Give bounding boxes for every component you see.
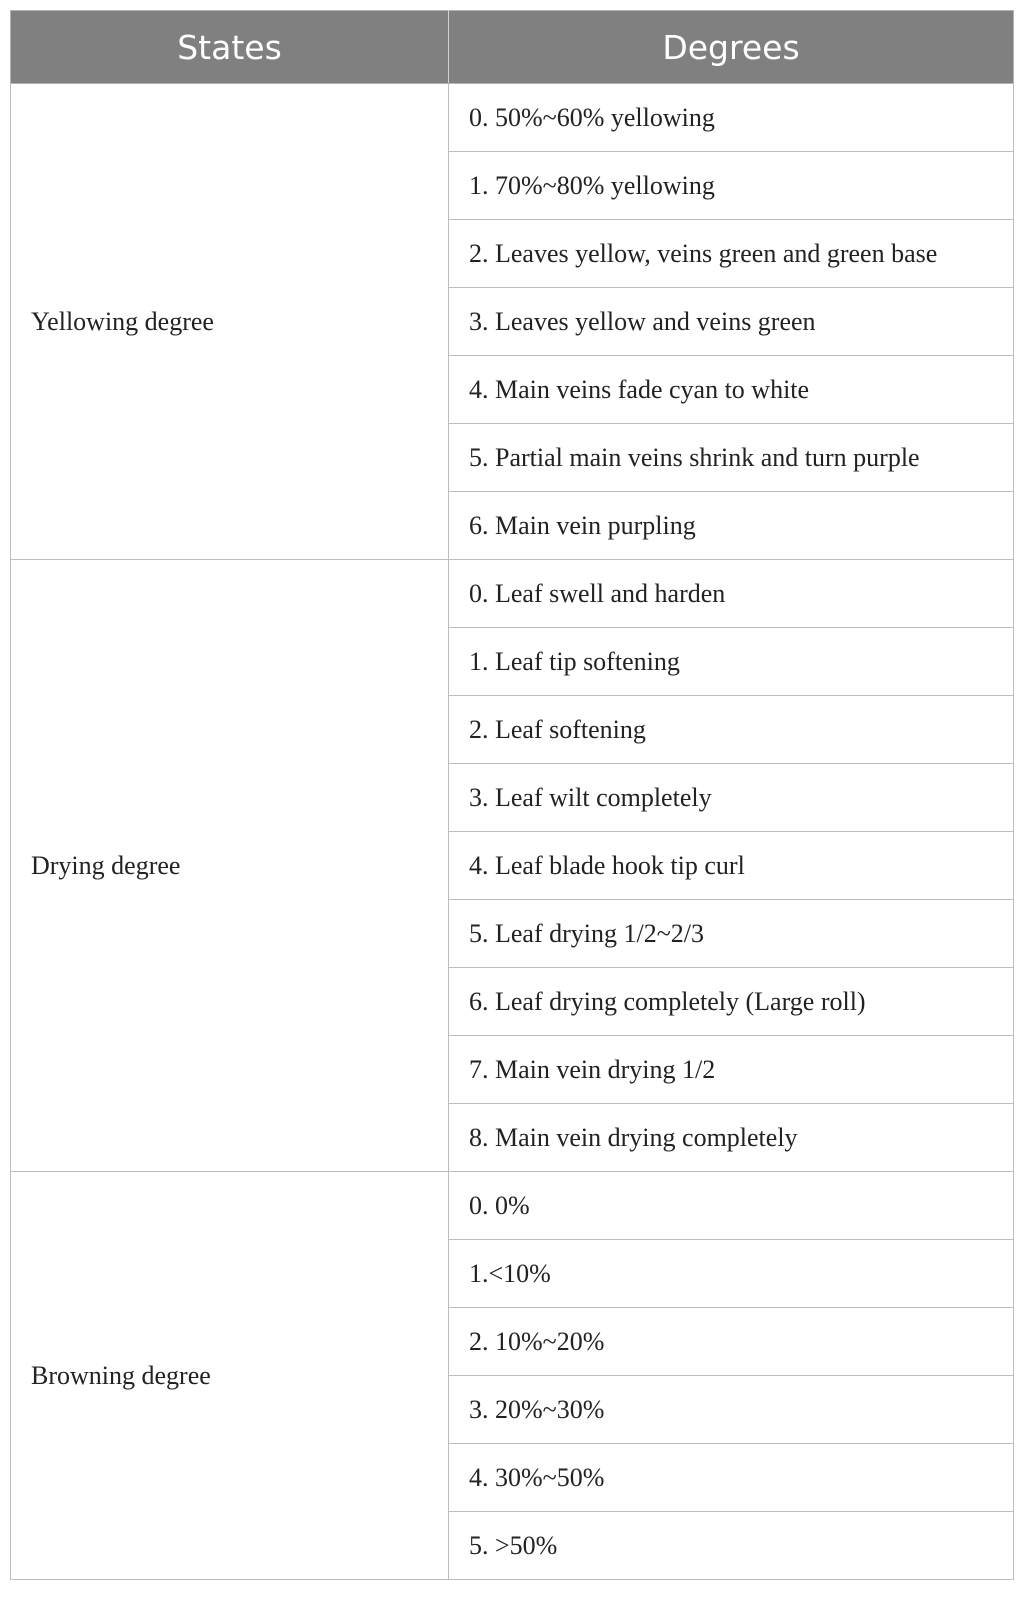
state-cell: Browning degree	[11, 1172, 449, 1580]
degree-cell: 3. Leaf wilt completely	[449, 764, 1014, 832]
header-row	[11, 11, 1014, 84]
state-cell: Drying degree	[11, 560, 449, 1172]
degree-cell: 2. 10%~20%	[449, 1308, 1014, 1376]
degree-cell: 5. Partial main veins shrink and turn purple	[449, 424, 1014, 492]
degree-cell: 0. 0%	[449, 1172, 1014, 1240]
table-body	[11, 84, 1014, 1580]
degree-cell: 2. Leaf softening	[449, 696, 1014, 764]
degree-cell: 5. >50%	[449, 1512, 1014, 1580]
table-row	[11, 84, 1014, 152]
degree-cell: 6. Leaf drying completely (Large roll)	[449, 968, 1014, 1036]
degree-cell: 3. Leaves yellow and veins green	[449, 288, 1014, 356]
degree-cell: 4. Leaf blade hook tip curl	[449, 832, 1014, 900]
degree-cell: 1. Leaf tip softening	[449, 628, 1014, 696]
degree-cell: 1. 70%~80% yellowing	[449, 152, 1014, 220]
header-degrees: Degrees	[449, 11, 1014, 84]
degree-cell: 3. 20%~30%	[449, 1376, 1014, 1444]
degree-cell: 4. Main veins fade cyan to white	[449, 356, 1014, 424]
degree-cell: 2. Leaves yellow, veins green and green base	[449, 220, 1014, 288]
degree-cell: 0. Leaf swell and harden	[449, 560, 1014, 628]
degree-cell: 6. Main vein purpling	[449, 492, 1014, 560]
degree-cell: 4. 30%~50%	[449, 1444, 1014, 1512]
degree-cell: 5. Leaf drying 1/2~2/3	[449, 900, 1014, 968]
states-degrees-table	[10, 10, 1014, 1580]
state-cell: Yellowing degree	[11, 84, 449, 560]
degree-cell: 7. Main vein drying 1/2	[449, 1036, 1014, 1104]
degree-cell: 0. 50%~60% yellowing	[449, 84, 1014, 152]
degree-cell: 8. Main vein drying completely	[449, 1104, 1014, 1172]
table-row	[11, 560, 1014, 628]
degree-cell: 1.<10%	[449, 1240, 1014, 1308]
header-states: States	[11, 11, 449, 84]
table-row	[11, 1172, 1014, 1240]
